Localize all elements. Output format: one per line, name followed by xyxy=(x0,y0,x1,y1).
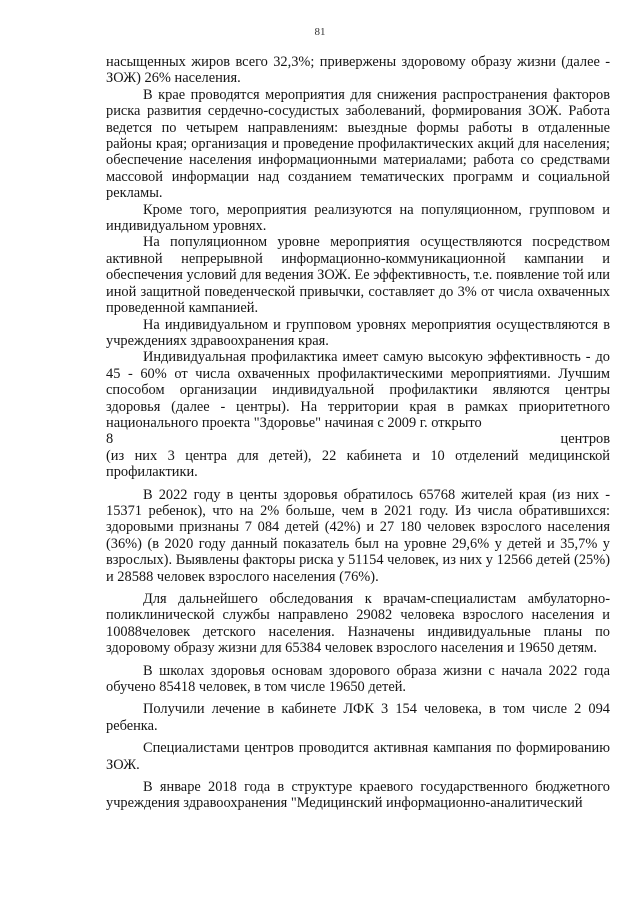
paragraph-population-level: На популяционном уровне мероприятия осуществляются посредством активной непрерывной информационно-коммуникационной кампании и обеспечения условий для ведения ЗОЖ. Ее эффективность, т.е. появление той или иной защитной поведенческой привычки, составляет до 3% от числа охваченных проведенной кампанией. xyxy=(106,234,610,317)
paragraph-continuation: насыщенных жиров всего 32,3%; привержены здоровому образу жизни (далее - ЗОЖ) 26% населения. xyxy=(106,54,610,87)
paragraph-individual-prevention: Индивидуальная профилактика имеет самую высокую эффективность - до 45 - 60% от числа охваченных профилактическими мероприятиями. Лучшим способом организации индивидуальной профилактики являются центры здоровья (далее - центры). На территории края в рамках приоритетного национального проекта "Здоровье" начиная с 2009 г. открыто xyxy=(106,349,610,431)
paragraph-campaign: Специалистами центров проводится активная кампания по формированию ЗОЖ. xyxy=(106,740,610,773)
paragraph-individual-group-level: На индивидуальном и групповом уровнях мероприятия осуществляются в учреждениях здравоохранения края. xyxy=(106,316,610,349)
paragraph-2022-statistics: В 2022 году в центы здоровья обратилось 65768 жителей края (из них - 15371 ребенок), что на 2% больше, чем в 2021 году. Из числа обратившихся: здоровыми признаны 7 084 детей (42%) и 27 180 человек взрослого населения (36%) (в 2020 году данный показатель был на уровне 29,6% у детей и 35,7% у взрослых). Выявлены факторы риска у 51154 человек, из них у 12566 детей (25%) и 28588 человек взрослого населения (76%). xyxy=(106,486,610,585)
paragraph-health-schools: В школах здоровья основам здорового образа жизни с начала 2022 года обучено 85418 человек, в том числе 19650 детей. xyxy=(106,662,610,696)
paragraph-levels: Кроме того, мероприятия реализуются на популяционном, групповом и индивидуальном уровнях. xyxy=(106,201,610,235)
paragraph-centers-detail: (из них 3 центра для детей), 22 кабинета и 10 отделений медицинской профилактики. xyxy=(106,447,610,481)
paragraph-further-examination: Для дальнейшего обследования к врачам-специалистам амбулаторно-поликлинической службы направлено 29082 человека взрослого населения и 10088человек детского населения. Назначены индивидуальные планы по здоровому образу жизни для 65384 человек взрослого населения и 19650 детям. xyxy=(106,591,610,657)
paragraph-january-2018: В январе 2018 года в структуре краевого государственного бюджетного учреждения здравоохранения "Медицинский информационно-аналитический xyxy=(106,779,610,812)
paragraph-activities: В крае проводятся мероприятия для снижения распространения факторов риска развития сердечно-сосудистых заболеваний, формирования ЗОЖ. Работа ведется по четырем направлениям: выездные формы работы в отдаленные районы края; организация и проведение профилактических акций для населения; обеспечение населения информационными материалами; работа со средствами массовой информации над созданием тематических программ и социальной рекламы. xyxy=(106,86,610,202)
page-body xyxy=(106,54,610,812)
paragraph-lfk-treatment: Получили лечение в кабинете ЛФК 3 154 человека, в том числе 2 094 ребенка. xyxy=(106,701,610,734)
paragraph-centers-count: 8 центров xyxy=(106,431,610,448)
page-number: 81 xyxy=(314,26,326,38)
